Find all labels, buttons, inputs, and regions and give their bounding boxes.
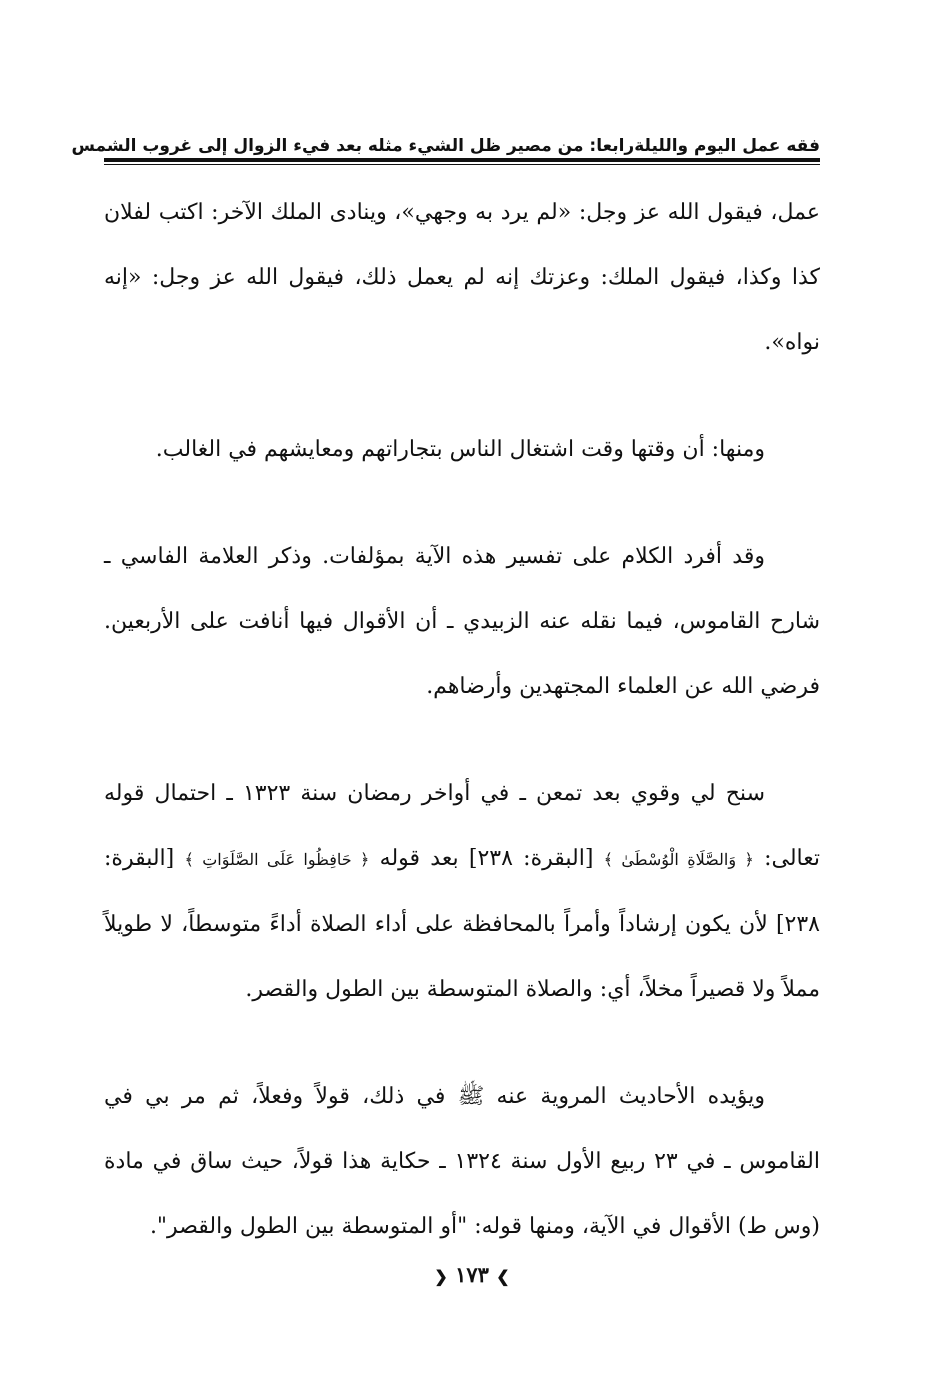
ornament-left-icon: ❮ (434, 1267, 448, 1286)
page-footer (0, 1262, 944, 1287)
paragraph-4-part2: [البقرة: ٢٣٨] بعد قوله (379, 846, 594, 871)
paragraph-3: وقد أفرد الكلام على تفسير هذه الآية بمؤلفات. وذكر العلامة الفاسي ـ شارح القاموس، فيما نقله عنه الزبيدي ـ أن الأقوال فيها أنافت على الأربعين. فرضي الله عن العلماء المجتهدين وأرضاهم. (104, 544, 820, 699)
paragraph-5: ويؤيده الأحاديث المروية عنه ﷺ في ذلك، قولاً وفعلاً، ثم مر بي في القاموس ـ في ٢٣ ربيع الأول سنة ١٣٢٤ ـ حكاية هذا قولاً، حيث ساق في مادة (وس ط) الأقوال في الآية، ومنها قوله: "أو المتوسطة بين الطول والقصر". (104, 1084, 821, 1239)
paragraph-4-part3: [البقرة: ٢٣٨] لأن يكون إرشاداً وأمراً بالمحافظة على أداء الصلاة أداءً متوسطاً، لا طويلاً مملاً ولا قصيراً مخلاً، أي: والصلاة المتوسطة بين الطول والقصر. (104, 846, 820, 1002)
chapter-title: رابعا: من مصير ظل الشيء مثله بعد فيء الزوال إلى غروب الشمس (71, 136, 635, 156)
ornament-right-icon: ❯ (496, 1267, 510, 1286)
body-text (104, 180, 820, 1301)
paragraph-2: ومنها: أن وقتها وقت اشتغال الناس بتجاراتهم ومعايشهم في الغالب. (155, 437, 765, 462)
page-number: ١٧٣ (455, 1262, 489, 1287)
quran-verse-2: ﴿ حَافِظُوا عَلَى الصَّلَوَاتِ ﴾ (184, 850, 370, 869)
header-rule-thin (104, 164, 820, 165)
running-header (71, 122, 820, 156)
paragraph-4-part1: سنح لي وقوي بعد تمعن ـ في أواخر رمضان سنة ١٣٢٣ ـ احتمال قوله تعالى: (104, 781, 820, 871)
header-rule-thick (104, 158, 820, 162)
quran-verse-1: ﴿ وَالصَّلَاةِ الْوُسْطَىٰ ﴾ (603, 850, 754, 869)
paragraph-4 (104, 761, 820, 1022)
book-title: فقه عمل اليوم والليلة (634, 136, 820, 156)
paragraph-1: عمل، فيقول الله عز وجل: «لم يرد به وجهي»، وينادى الملك الآخر: اكتب لفلان كذا وكذا، فيقول الملك: وعزتك إنه لم يعمل ذلك، فيقول الله عز وجل: «إنه نواه». (104, 200, 820, 355)
